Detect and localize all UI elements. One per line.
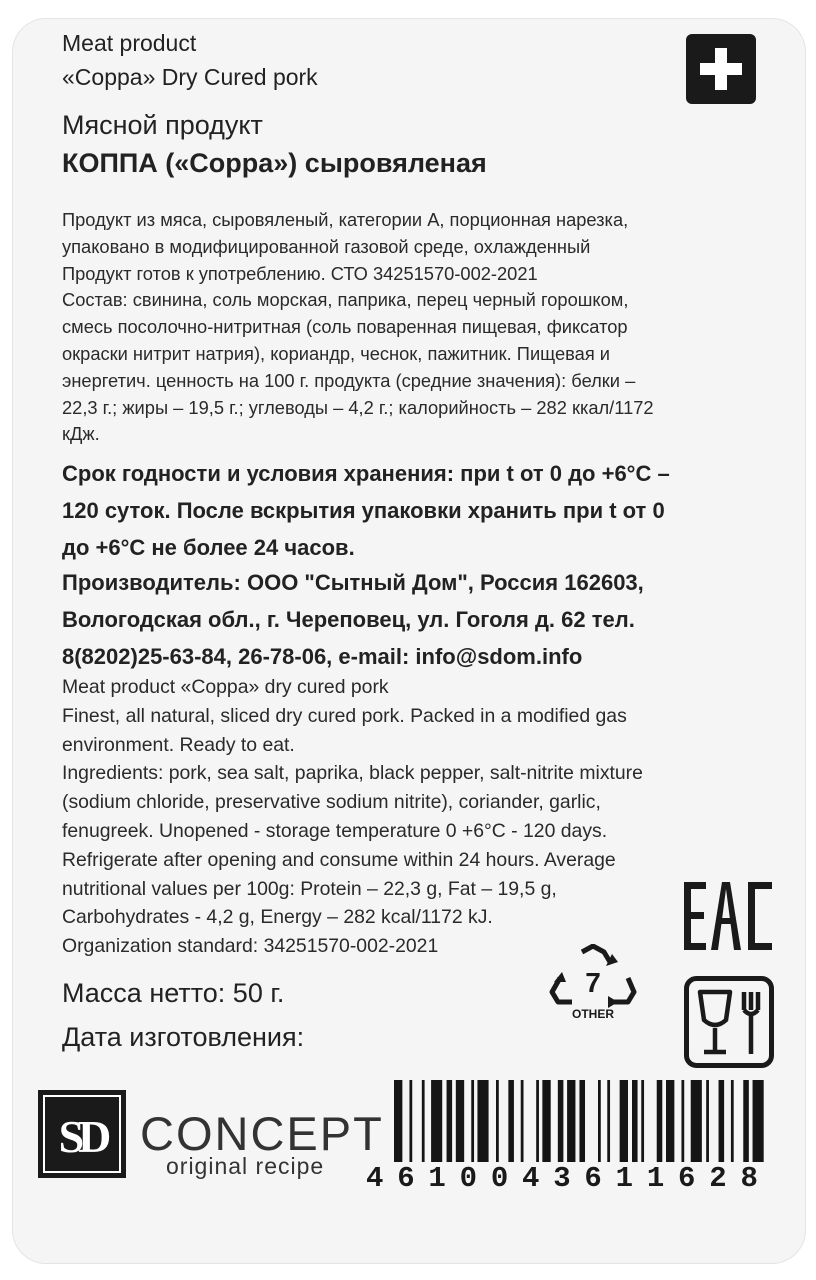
ru-description-line: Продукт готов к употреблению. СТО 34251570-002-2021 <box>62 262 538 284</box>
brand-name: CONCEPT <box>140 1107 384 1160</box>
storage-line: до +6°С не более 24 часов. <box>62 535 355 560</box>
en-description-line: Finest, all natural, sliced dry cured pork. Packed in a modified gas <box>62 704 627 727</box>
en-description-line: Organization standard: 34251570-002-2021 <box>62 935 439 958</box>
ru-description-line: 22,3 г.; жиры – 19,5 г.; углеводы – 4,2 г.; калорийность – 282 ккал/1172 <box>62 396 654 418</box>
barcode-digit: 1 <box>615 1162 634 1195</box>
ru-product-type: Мясной продукт <box>62 110 263 140</box>
ru-description <box>62 207 654 448</box>
storage-line: 120 суток. После вскрытия упаковки хранить при t от 0 <box>62 498 665 523</box>
barcode-bar <box>496 1080 499 1162</box>
ru-description-line: энергетич. ценность на 100 г. продукта (средние значения): белки – <box>62 369 636 391</box>
barcode-bar <box>521 1080 524 1162</box>
glass-fork-icon <box>684 976 774 1068</box>
producer-info <box>62 564 644 675</box>
en-description-line: environment. Ready to eat. <box>62 733 295 756</box>
producer-line: Вологодская обл., г. Череповец, ул. Гоголя д. 62 тел. <box>62 607 635 632</box>
barcode-bar <box>743 1080 749 1162</box>
ru-description-line: упаковано в модифицированной газовой среде, охлажденный <box>62 235 591 257</box>
en-description-line: Refrigerate after opening and consume within 24 hours. Average <box>62 848 616 871</box>
barcode-bar <box>681 1080 684 1162</box>
producer-line: Производитель: ООО "Сытный Дом", Россия 162603, <box>62 570 644 595</box>
barcode-digit: 4 <box>366 1162 384 1195</box>
barcode-bar <box>641 1080 644 1162</box>
recycle-number: 7 <box>585 967 601 998</box>
barcode-bar <box>620 1080 628 1162</box>
eac-mark-icon <box>684 882 772 950</box>
barcode-digit: 4 <box>522 1162 540 1195</box>
barcode <box>394 1080 768 1162</box>
barcode-bar <box>542 1080 550 1162</box>
barcode-bar <box>657 1080 663 1162</box>
storage-conditions <box>62 455 670 566</box>
white-cross-icon <box>686 34 756 104</box>
en-product-name: «Coppa» Dry Cured pork <box>62 64 318 90</box>
barcode-bar <box>394 1080 402 1162</box>
ru-description-line: смесь посолочно-нитритная (соль поваренная пищевая, фиксатор <box>62 316 628 338</box>
en-description-line: (sodium chloride, preservative sodium nitrite), coriander, garlic, <box>62 791 601 814</box>
barcode-bar <box>731 1080 734 1162</box>
barcode-digit: 6 <box>397 1162 415 1195</box>
barcode-bar <box>567 1080 575 1162</box>
en-description-line: Ingredients: pork, sea salt, paprika, black pepper, salt-nitrite mixture <box>62 762 643 785</box>
recycle-text: OTHER <box>572 1007 614 1020</box>
en-description-line: nutritional values per 100g: Protein – 22,3 g, Fat – 19,5 g, <box>62 877 557 900</box>
barcode-bar <box>666 1080 674 1162</box>
barcode-bar <box>719 1080 725 1162</box>
sd-logo-icon <box>38 1090 126 1178</box>
barcode-bar <box>536 1080 539 1162</box>
barcode-digit: 3 <box>553 1162 571 1195</box>
barcode-bar <box>431 1080 442 1162</box>
ru-description-line: кДж. <box>62 423 100 445</box>
brand-tagline: original recipe <box>166 1153 325 1179</box>
barcode-bar <box>477 1080 488 1162</box>
barcode-digit: 6 <box>678 1162 696 1195</box>
barcode-digit: 0 <box>490 1162 509 1195</box>
barcode-digit: 1 <box>428 1162 446 1195</box>
barcode-bar <box>447 1080 453 1162</box>
barcode-bar <box>632 1080 638 1162</box>
barcode-bar <box>409 1080 412 1162</box>
barcode-bar <box>598 1080 601 1162</box>
barcode-bar <box>558 1080 564 1162</box>
barcode-digit: 1 <box>646 1162 665 1195</box>
recycle-icon <box>548 944 638 1020</box>
net-weight: Масса нетто: 50 г. <box>62 978 285 1008</box>
barcode-bar <box>607 1080 610 1162</box>
en-description-line: Meat product «Coppa» dry cured pork <box>62 676 389 698</box>
ru-description-line: окраски нитрит натрия), кориандр, чеснок, пажитник. Пищевая и <box>62 342 611 364</box>
barcode-bar <box>456 1080 464 1162</box>
production-date: Дата изготовления: <box>62 1022 305 1052</box>
producer-line: 8(8202)25-63-84, 26-78-06, e-mail: info@sdom.info <box>62 644 583 669</box>
sd-logo-letters: SD <box>58 1111 106 1162</box>
en-description <box>62 673 643 961</box>
barcode-digits <box>366 1162 758 1195</box>
barcode-bar <box>753 1080 764 1162</box>
barcode-digit: 6 <box>584 1162 602 1195</box>
barcode-bar <box>508 1080 514 1162</box>
barcode-bar <box>706 1080 709 1162</box>
barcode-bar <box>422 1080 425 1162</box>
barcode-bar <box>579 1080 585 1162</box>
barcode-bar <box>471 1080 474 1162</box>
ru-product-name: КОППА («Coppa») сыровяленая <box>62 148 487 178</box>
barcode-digit: 2 <box>709 1162 727 1195</box>
en-description-line: fenugreek. Unopened - storage temperature 0 +6°C - 120 days. <box>62 819 608 842</box>
en-description-line: Carbohydrates - 4,2 g, Energy – 282 kcal/1172 kJ. <box>62 906 493 929</box>
ru-description-line: Состав: свинина, соль морская, паприка, перец черный горошком, <box>62 289 629 311</box>
en-product-type: Meat product <box>62 30 197 56</box>
ru-description-line: Продукт из мяса, сыровяленый, категории А, порционная нарезка, <box>62 209 629 230</box>
storage-line: Срок годности и условия хранения: при t от 0 до +6°С – <box>62 461 670 486</box>
barcode-digit: 0 <box>459 1162 478 1195</box>
barcode-bar <box>691 1080 702 1162</box>
barcode-digit: 8 <box>740 1162 758 1195</box>
